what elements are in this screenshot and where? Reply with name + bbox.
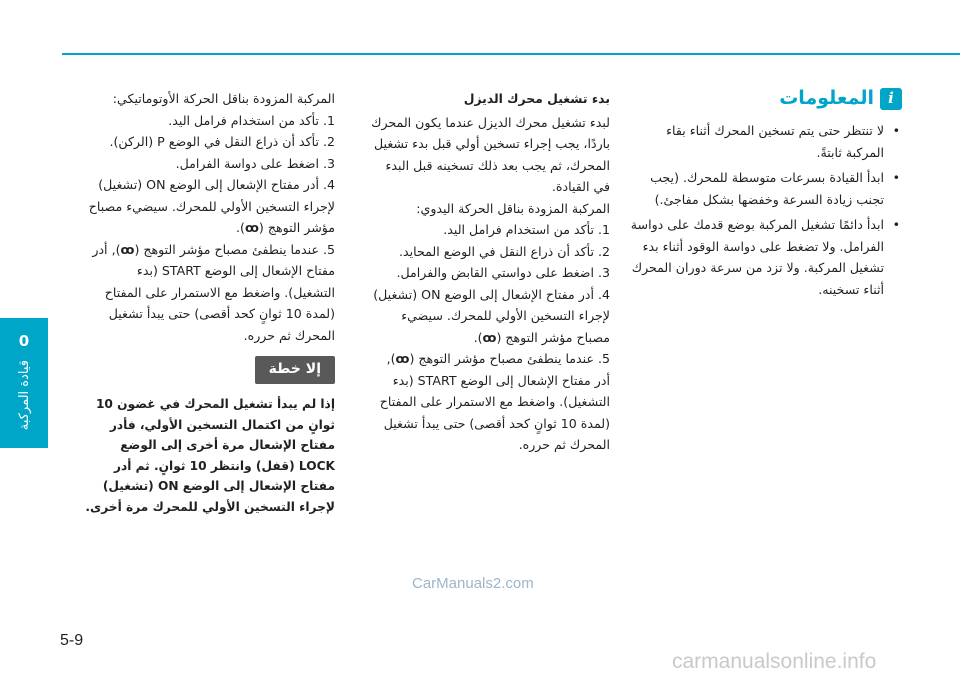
auto-step-3: 3. اضغط على دواسة الفرامل.	[175, 155, 335, 171]
manual-step-5-close: ),	[386, 351, 396, 366]
auto-step-5-cont: أدر مفتاح الإشعال إلى الوضع START (بدء التشغيل). واضغط مع الاستمرار على المفتاح (لمدة 10 ثوانٍ كحد أقصى) حتى يبدأ تشغيل المحرك ثم حرره.	[92, 241, 335, 343]
auto-step-4-close: ).	[236, 220, 245, 235]
auto-step-1: 1. تأكد من استخدام فرامل اليد.	[168, 112, 335, 128]
page-number: 5-9	[60, 632, 84, 649]
info-bullets	[630, 120, 902, 300]
diesel-column	[370, 88, 610, 456]
manual-step-5-cont: أدر مفتاح الإشعال إلى الوضع START (بدء التشغيل). واضغط مع الاستمرار على المفتاح (لمدة 10 ثوانٍ كحد أقصى) حتى يبدأ تشغيل المحرك ثم حرره.	[379, 372, 610, 452]
auto-step-5-text: 5. عندما ينطفئ مصباح مؤشر التوهج (	[134, 241, 335, 257]
glow-plug-icon: ꝏ	[120, 241, 135, 257]
watermark-text: CarManuals2.com	[412, 575, 534, 592]
info-bullet-1: • لا تنتظر حتى يتم تسخين المحرك أثناء بقاء المركبة ثابتةً.	[630, 120, 902, 163]
warning-text: إذا لم يبدأ تشغيل المحرك في غضون 10 ثوانٍ من اكتمال التسخين الأولي، فأدر مفتاح الإشعال مرة أخرى إلى الوضع LOCK (قفل) وانتظر 10 ثوانٍ. ثم أدر مفتاح الإشعال إلى الوضع ON (تشغيل) لإجراء التسخين الأولي للمحرك مرة أخرى.	[85, 397, 335, 514]
info-bullet-3: • ابدأ دائمًا تشغيل المركبة بوضع قدمك على دواسة الفرامل. ولا تضغط على دواسة الوقود أثناء بدء تشغيل المركبة. ولا تزد من سرعة دوران المحرك أثناء تسخينه.	[630, 214, 902, 300]
manual-step-4-close: ).	[473, 329, 483, 345]
auto-step-2: 2. تأكد أن ذراع النقل في الوضع P (الركن).	[109, 134, 335, 149]
footer-watermark: carmanualsonline.info	[672, 650, 877, 673]
manual-step-5-text: 5. عندما ينطفئ مصباح مؤشر التوهج (	[409, 351, 610, 366]
chapter-title: قيادة المركبة	[16, 360, 32, 431]
auto-steps	[85, 110, 335, 347]
manual-steps	[370, 219, 610, 456]
manual-step-1: 1. تأكد من استخدام فرامل اليد.	[443, 222, 610, 237]
manual-step-4-text: 4. أدر مفتاح الإشعال إلى الوضع ON (تشغيل) لإجراء التسخين الأولي للمحرك. سيضيء مصباح مؤشر التوهج (	[373, 286, 610, 345]
chapter-number: 0	[18, 332, 30, 350]
chapter-side-tab[interactable]	[0, 318, 48, 448]
glow-plug-icon: ꝏ	[482, 329, 497, 345]
glow-plug-icon: ꝏ	[244, 220, 259, 235]
manual-step-4	[370, 284, 610, 349]
info-bullet-2: • ابدأ القيادة بسرعات متوسطة للمحرك. (يجب تجنب زيادة السرعة وخفضها بشكل مفاجئ.)	[630, 167, 902, 210]
manual-step-5	[370, 348, 610, 456]
info-column	[630, 88, 902, 304]
auto-subheading: المركبة المزودة بناقل الحركة الأوتوماتيكي:	[112, 91, 335, 106]
manual-step-2: 2. تأكد أن ذراع النقل في الوضع المحايد.	[399, 243, 610, 259]
auto-step-5-close: ),	[111, 241, 121, 257]
auto-step-4-text: 4. أدر مفتاح الإشعال إلى الوضع ON (تشغيل) لإجراء التسخين الأولي للمحرك. سيضيء مصباح مؤشر التوهج (	[88, 177, 335, 235]
info-title: المعلومات	[779, 87, 874, 110]
auto-step-4	[85, 174, 335, 239]
auto-step-5	[85, 239, 335, 347]
glow-plug-icon: ꝏ	[395, 351, 410, 366]
manual-subheading: المركبة المزودة بناقل الحركة اليدوي:	[416, 200, 610, 216]
diesel-heading: بدء تشغيل محرك الديزل	[463, 91, 610, 106]
info-header	[630, 88, 902, 110]
manual-step-3: 3. اضغط على دواستي القابض والفرامل.	[396, 265, 610, 280]
automatic-column	[85, 88, 335, 517]
info-icon: i	[880, 88, 902, 110]
top-rule	[62, 53, 960, 55]
diesel-intro: لبدء تشغيل محرك الديزل عندما يكون المحرك باردًا، يجب إجراء تسخين أولي قبل بدء تشغيل المحرك، ثم يجب بعد ذلك تسخينه قبل البدء في القيادة.	[371, 114, 610, 194]
warning-label: إلا خطة	[255, 356, 335, 384]
